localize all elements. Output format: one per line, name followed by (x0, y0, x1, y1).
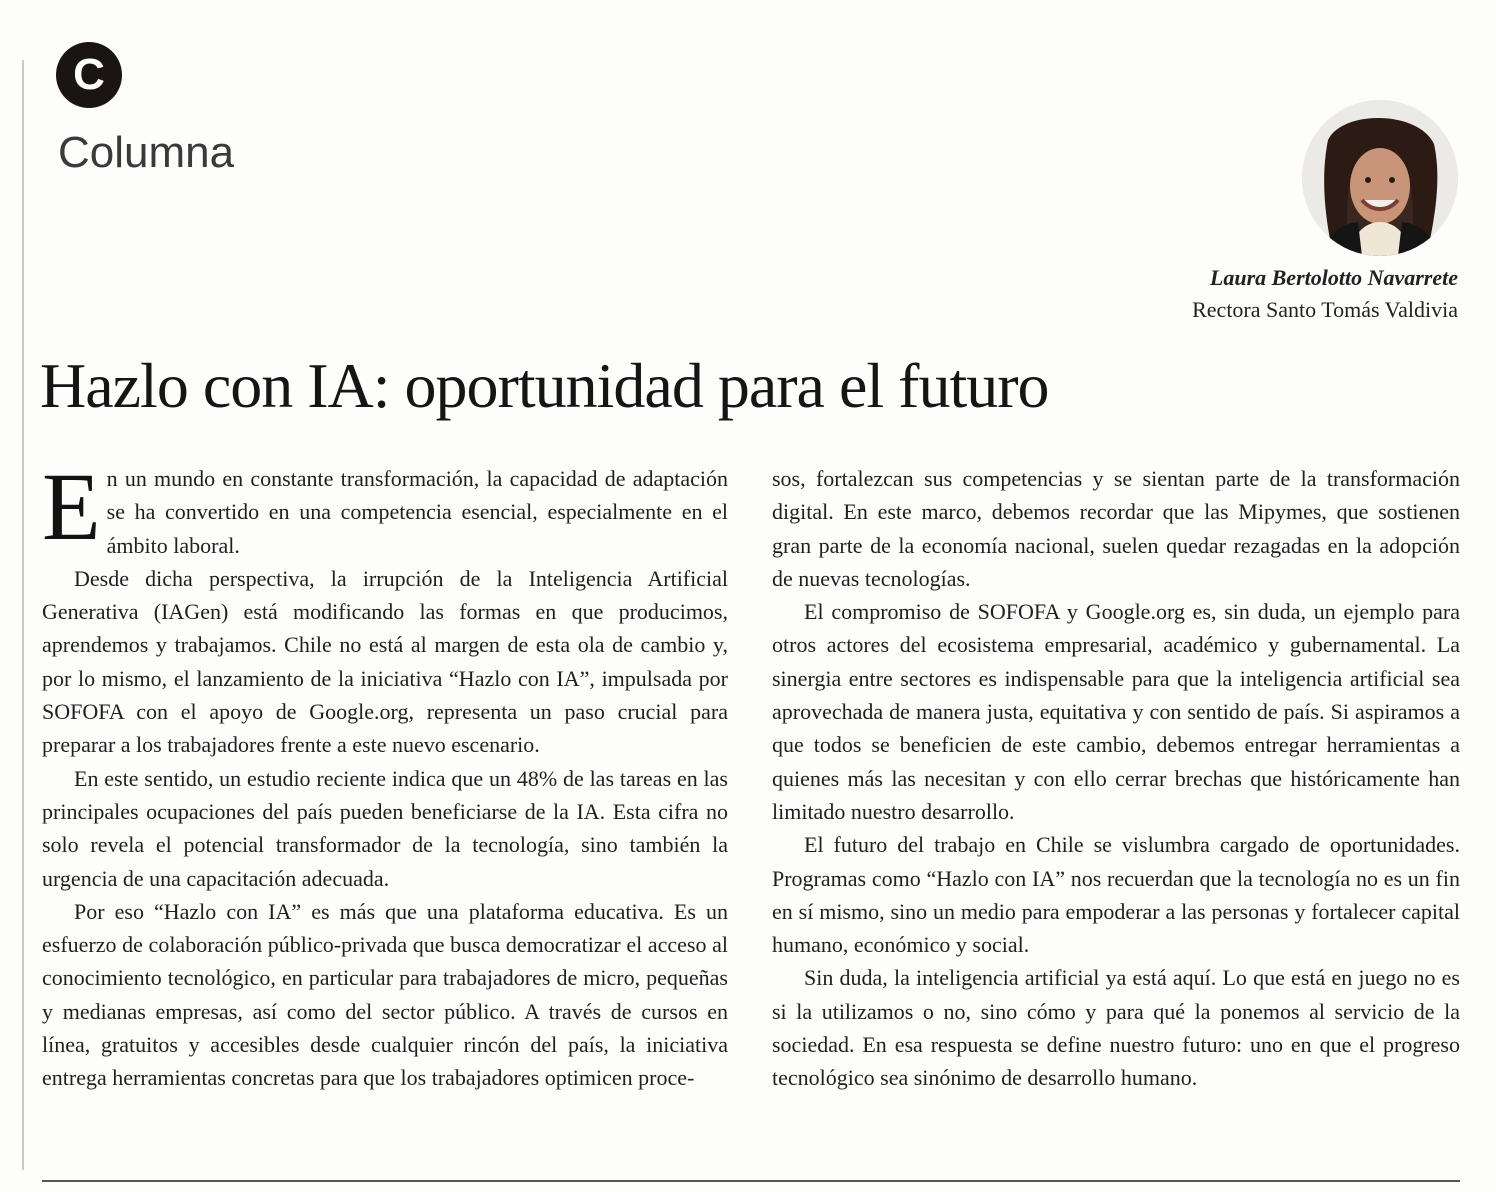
author-byline (1192, 262, 1458, 326)
article-column-right (772, 462, 1460, 1095)
article-paragraph (42, 453, 728, 562)
article-paragraph: El compromiso de SOFOFA y Google.org es, sin duda, un ejemplo para otros actores del ecosistema empresarial, académico y gubernamental. La sinergia entre sectores es indispensable para que la inteligencia artificial sea aprovechada de manera justa, equitativa y con sentido de país. Si aspiramos a que todos se beneficien de este cambio, debemos entregar herramientas a quienes más las necesitan y con ello cerrar brechas que históricamente han limitado nuestro desarrollo. (772, 599, 1460, 824)
article-paragraph: Sin duda, la inteligencia artificial ya está aquí. Lo que está en juego no es si la utilizamos o no, sino cómo y para qué la ponemos al servicio de la sociedad. En esa respuesta se define nuestro futuro: uno en que el progreso tecnológico sea sinónimo de desarrollo humano. (772, 965, 1460, 1091)
article-paragraph: Por eso “Hazlo con IA” es más que una plataforma educativa. Es un esfuerzo de colaboración público-privada que busca democratizar el acceso al conocimiento tecnológico, en particular para trabajadores de micro, pequeñas y medianas empresas, así como del sector público. A través de cursos en línea, gratuitos y accesibles desde cualquier rincón del país, la iniciativa entrega herramientas concretas para que los trabajadores optimicen proce- (42, 898, 728, 1091)
column-badge (56, 42, 122, 108)
bottom-rule (42, 1180, 1460, 1182)
drop-cap: E (42, 453, 101, 560)
author-role: Rectora Santo Tomás Valdivia (1192, 297, 1458, 322)
left-margin-rule (22, 60, 24, 1170)
author-photo (1302, 100, 1458, 256)
column-badge-letter: C (73, 50, 105, 99)
article-column-left (42, 453, 728, 1095)
article-headline: Hazlo con IA: oportunidad para el futuro (40, 350, 1049, 421)
section-label: Columna (58, 128, 235, 177)
author-name: Laura Bertolotto Navarrete (1209, 265, 1458, 290)
article-paragraph: Desde dicha perspectiva, la irrupción de la Inteligencia Artificial Generativa (IAGen) está modificando las formas en que producimos, aprendemos y trabajamos. Chile no está al margen de esta ola de cambio y, por lo mismo, el lanzamiento de la iniciativa “Hazlo con IA”, impulsada por SOFOFA con el apoyo de Google.org, representa un paso crucial para preparar a los trabajadores frente a este nuevo escenario. (42, 565, 728, 758)
first-paragraph-text: n un mundo en constante transformación, la capacidad de adaptación se ha convertido en una competencia esencial, especialmente en el ámbito laboral. (106, 466, 728, 558)
article-paragraph: En este sentido, un estudio reciente indica que un 48% de las tareas en las principales ocupaciones del país pueden beneficiarse de la IA. Esta cifra no solo revela el potencial transformador de la tecnología, sino también la urgencia de una capacitación adecuada. (42, 765, 728, 891)
author-portrait-icon (1302, 100, 1458, 256)
article-paragraph-continued: sos, fortalezcan sus competencias y se sientan parte de la transformación digital. En este marco, debemos recordar que las Mipymes, que sostienen gran parte de la economía nacional, suelen quedar rezagadas en la adopción de nuevas tecnologías. (772, 466, 1460, 591)
article-paragraph: El futuro del trabajo en Chile se vislumbra cargado de oportunidades. Programas como “Hazlo con IA” nos recuerdan que la tecnología no es un fin en sí mismo, sino un medio para empoderar a las personas y fortalecer capital humano, económico y social. (772, 832, 1460, 958)
